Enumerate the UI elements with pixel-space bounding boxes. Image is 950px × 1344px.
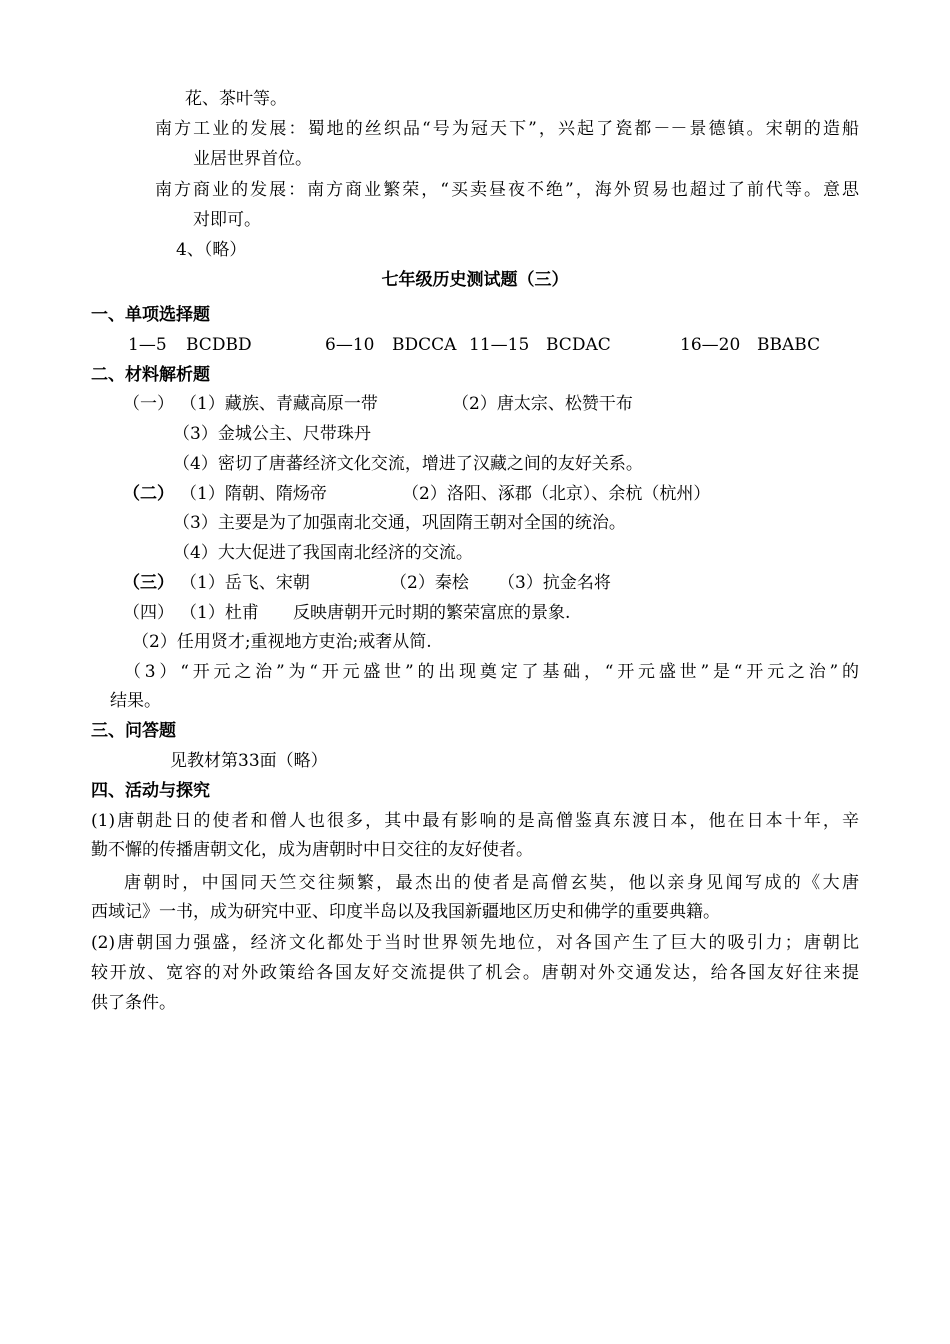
part-3-answer-1: （1）岳飞、宋朝 bbox=[180, 573, 310, 593]
activity-answer-2-line-2: 较开放、宽容的对外政策给各国友好交流提供了机会。唐朝对外交通发达，给各国友好往来提 bbox=[91, 963, 859, 983]
section-3-heading: 三、问答题 bbox=[91, 721, 176, 741]
section-1-heading: 一、单项选择题 bbox=[91, 305, 210, 325]
answer-group-3: BCDAC bbox=[546, 335, 611, 355]
page-title: 七年级历史测试题（三） bbox=[381, 270, 569, 290]
continued-text: 花、茶叶等。 bbox=[185, 89, 287, 109]
part-4-answer-2: （2）任用贤才;重视地方吏治;戒奢从简. bbox=[132, 632, 432, 652]
part-2-answer-3: （3）主要是为了加强南北交通，巩固隋王朝对全国的统治。 bbox=[173, 513, 626, 533]
activity-answer-1-line-2: 勤不懈的传播唐朝文化，成为唐朝时中日交往的友好使者。 bbox=[91, 840, 533, 860]
section-3-answer: 见教材第33面（略） bbox=[170, 751, 328, 771]
part-1-answer-3: （3）金城公主、尺带珠丹 bbox=[173, 424, 371, 444]
section-2-heading: 二、材料解析题 bbox=[91, 365, 210, 385]
section-4-heading: 四、活动与探究 bbox=[91, 781, 210, 801]
activity-answer-1b-line-1: 唐朝时，中国同天竺交往频繁，最杰出的使者是高僧玄奘，他以亲身见闻写成的《大唐 bbox=[124, 873, 859, 893]
part-4-answer-1: （1）杜甫 bbox=[180, 603, 259, 623]
part-3-answer-2: （2）秦桧 bbox=[390, 573, 469, 593]
part-2-answer-2: （2）洛阳、涿郡（北京）、余杭（杭州） bbox=[402, 484, 711, 504]
activity-answer-2-line-3: 供了条件。 bbox=[91, 993, 176, 1013]
activity-answer-1b-line-2: 西域记》一书，成为研究中亚、印度半岛以及我国新疆地区历史和佛学的重要典籍。 bbox=[91, 902, 720, 922]
activity-answer-2-line-1: (2)唐朝国力强盛，经济文化都处于当时世界领先地位，对各国产生了巨大的吸引力；唐朝比 bbox=[91, 933, 859, 953]
activity-answer-1-line-1: (1)唐朝赴日的使者和僧人也很多，其中最有影响的是高僧鉴真东渡日本，他在日本十年，辛 bbox=[91, 811, 859, 831]
answer-group-4: BBABC bbox=[757, 335, 821, 355]
answer-range-3: 11—15 bbox=[469, 335, 530, 355]
part-4-answer-3: （3）“开元之治”为“开元盛世”的出现奠定了基础，“开元盛世”是“开元之治”的 bbox=[124, 662, 859, 682]
south-industry-line-cont: 业居世界首位。 bbox=[193, 149, 312, 169]
south-commerce-line-cont: 对即可。 bbox=[193, 210, 261, 230]
part-1-answer-4: （4）密切了唐蕃经济文化交流，增进了汉藏之间的友好关系。 bbox=[173, 454, 643, 474]
part-4-answer-3-cont: 结果。 bbox=[110, 691, 161, 711]
part-1-answer-2: （2）唐太宗、松赞干布 bbox=[452, 394, 633, 414]
answer-group-2: BDCCA bbox=[392, 335, 457, 355]
answer-group-1: BCDBD bbox=[186, 335, 252, 355]
answer-range-1: 1—5 bbox=[128, 335, 167, 355]
part-2-answer-4: （4）大大促进了我国南北经济的交流。 bbox=[173, 543, 473, 563]
part-4-answer-1-detail: 反映唐朝开元时期的繁荣富庶的景象. bbox=[293, 603, 571, 623]
part-4-label: （四） bbox=[123, 603, 174, 623]
item-4: 4、（略） bbox=[176, 240, 247, 260]
south-commerce-line: 南方商业的发展：南方商业繁荣，“买卖昼夜不绝”，海外贸易也超过了前代等。意思 bbox=[155, 180, 859, 200]
part-2-answer-1: （1）隋朝、隋炀帝 bbox=[180, 484, 327, 504]
part-1-answer-1: （1）藏族、青藏高原一带 bbox=[180, 394, 378, 414]
part-3-answer-3: （3）抗金名将 bbox=[498, 573, 611, 593]
answer-range-2: 6—10 bbox=[325, 335, 375, 355]
part-2-label: （二） bbox=[123, 484, 174, 504]
part-1-label: （一） bbox=[123, 394, 174, 414]
south-industry-line: 南方工业的发展：蜀地的丝织品“号为冠天下”，兴起了瓷都－－景德镇。宋朝的造船 bbox=[155, 119, 859, 139]
answer-range-4: 16—20 bbox=[680, 335, 741, 355]
part-3-label: （三） bbox=[123, 573, 174, 593]
